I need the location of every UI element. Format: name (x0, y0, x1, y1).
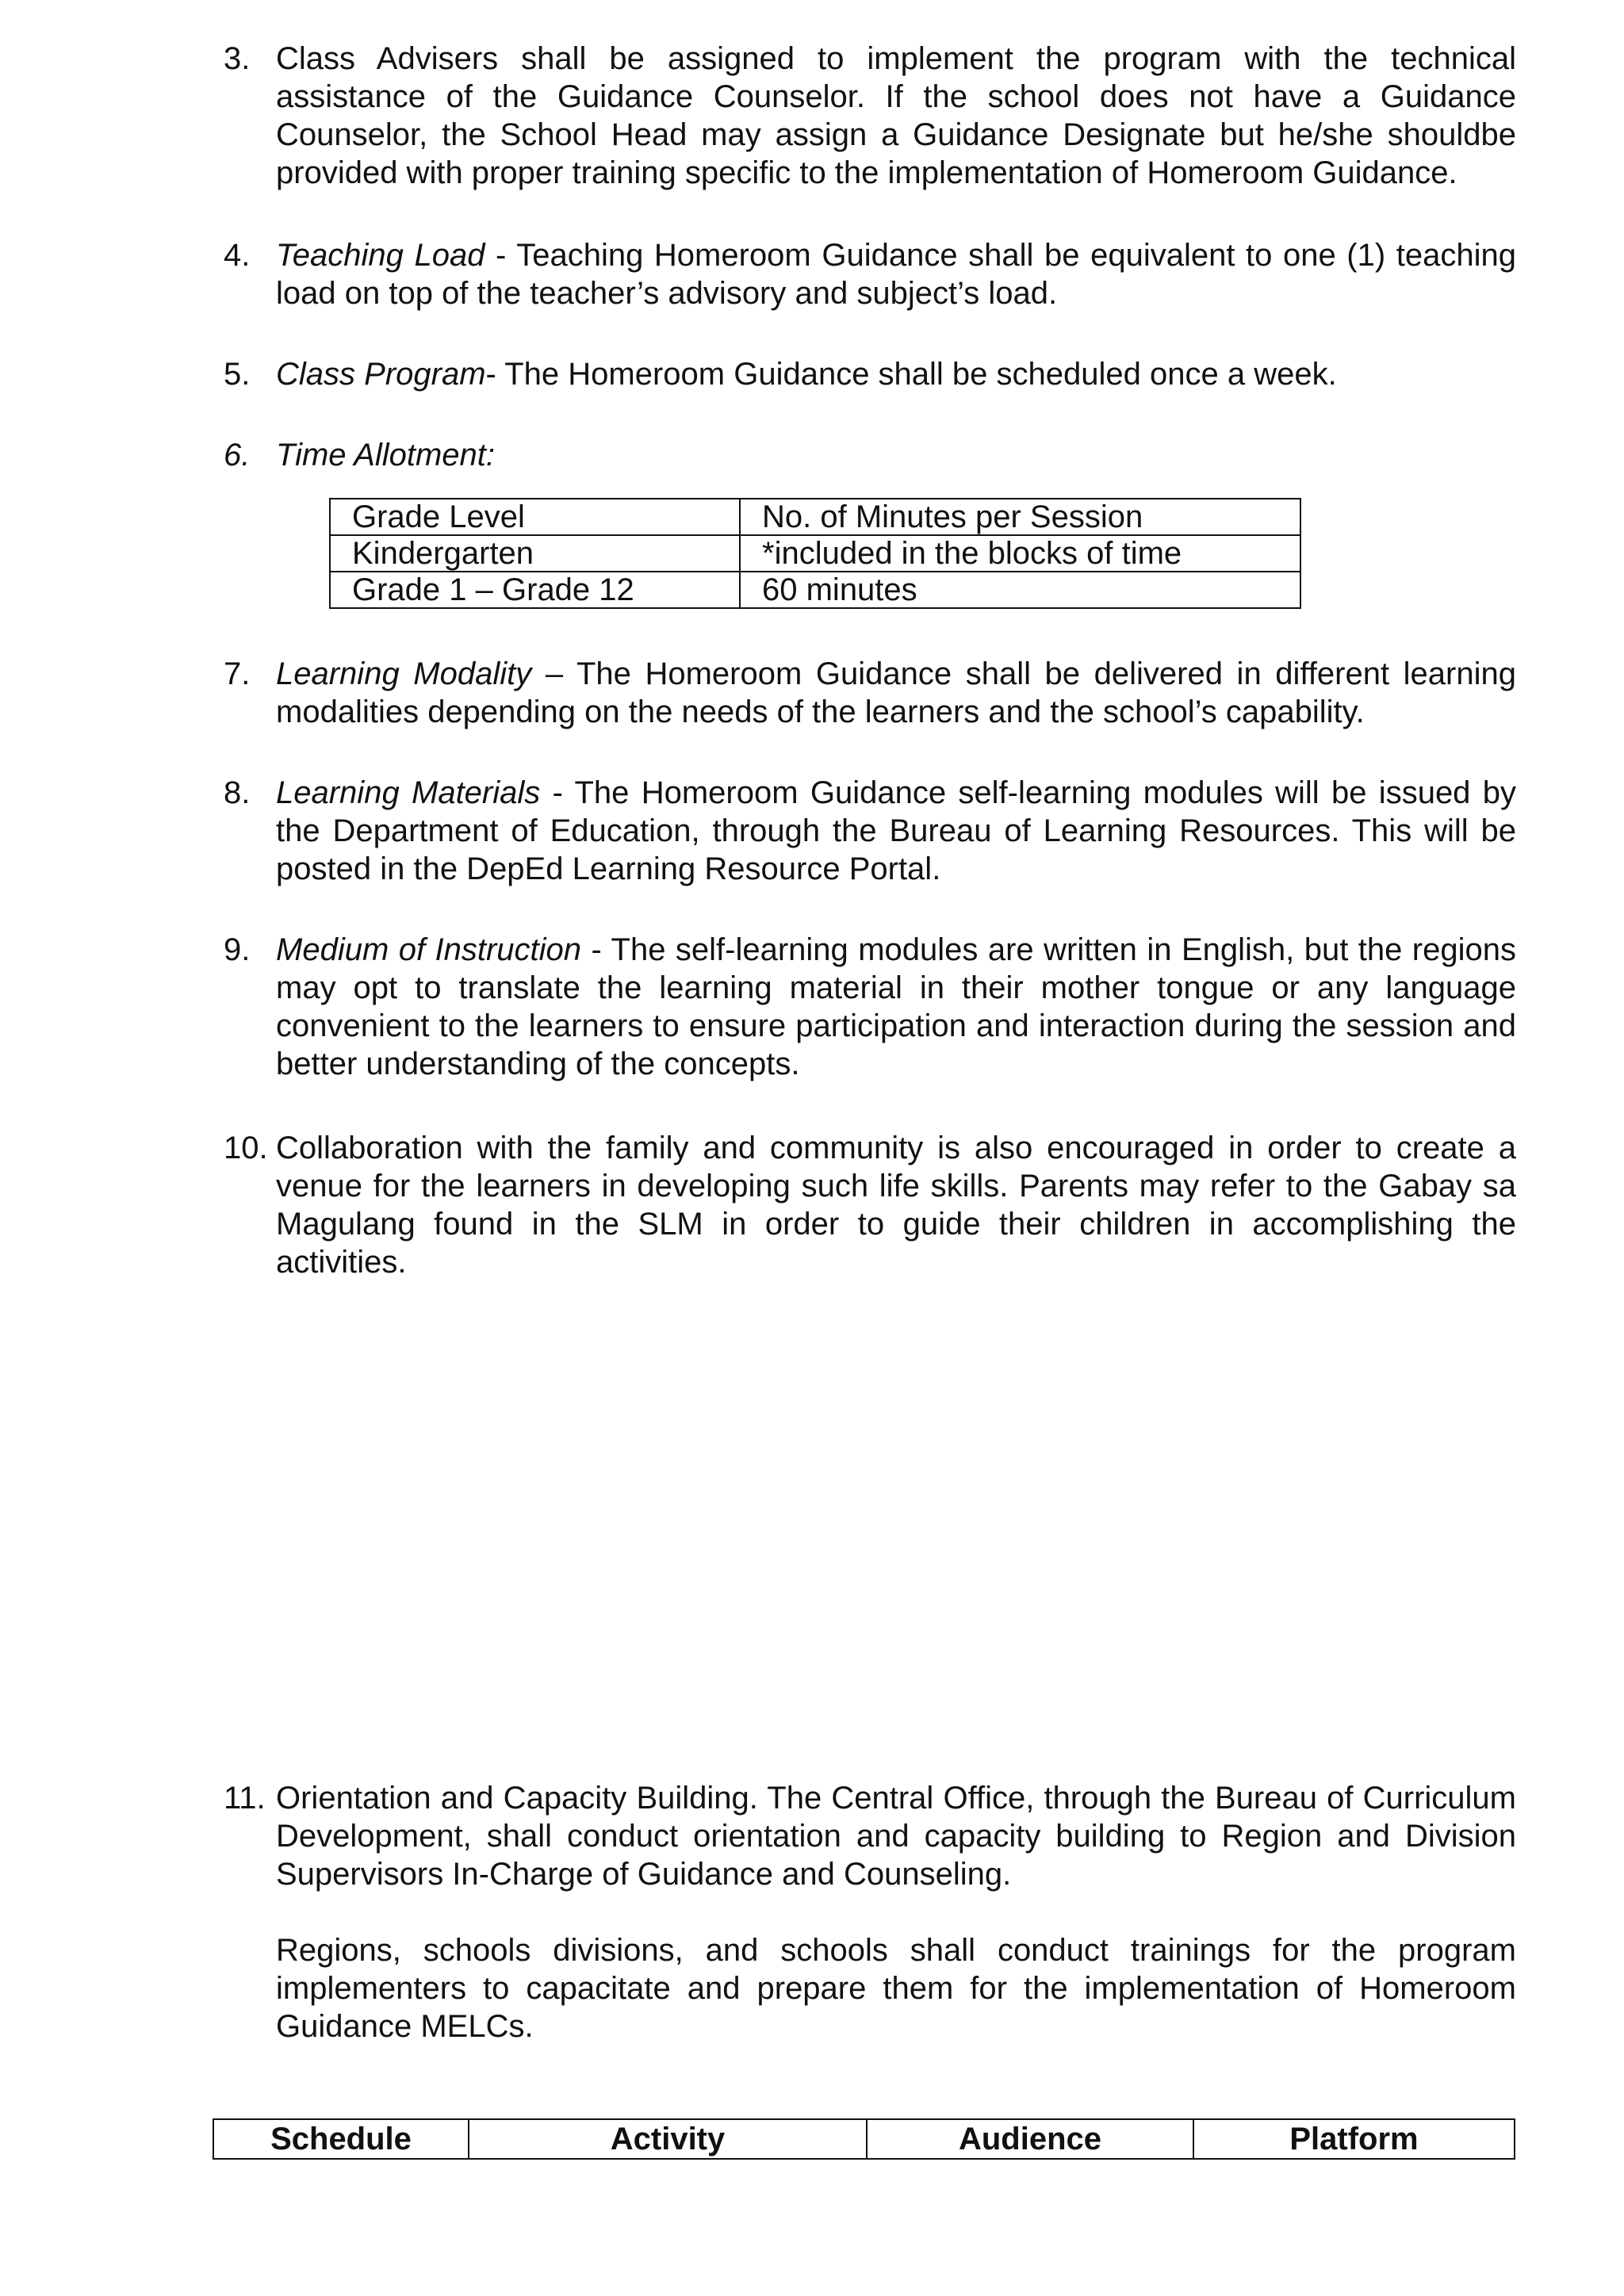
table-header-row (330, 499, 1300, 535)
time-allotment-table (329, 498, 1301, 609)
list-item-4 (224, 236, 1516, 312)
item-number: 8. (224, 775, 251, 810)
list-item-10 (224, 1129, 1516, 1281)
table-cell: 60 minutes (740, 572, 1300, 608)
list-item-7 (224, 655, 1516, 731)
item-body (276, 655, 1516, 731)
item-body (276, 774, 1516, 888)
item-text-2: Regions, schools divisions, and schools shall conduct trainings for the program implementers to capacitate and prepare them for the implementation of Homeroom Guidance MELCs. (276, 1933, 1516, 2044)
item-number: 3. (224, 41, 251, 76)
table-row (330, 535, 1300, 572)
item-text: - The self-learning modules are written in English, but the regions may opt to translate the learning material in their mother tongue or any language convenient to the learners to ensure participation and interaction during the session and better understanding of the concepts. (276, 932, 1516, 1081)
list-item-9 (224, 931, 1516, 1083)
item-text: Orientation and Capacity Building. The Central Office, through the Bureau of Curriculum Development, shall conduct orientation and capacity building to Region and Division Supervisors In-Charge of Guidance and Counseling. (276, 1781, 1516, 1892)
item-lead: Medium of Instruction (276, 932, 582, 967)
table-header-cell: Grade Level (330, 499, 740, 535)
table-cell: *included in the blocks of time (740, 535, 1300, 572)
list-item-11 (224, 1779, 1516, 2045)
item-number: 10. (224, 1131, 268, 1165)
table-header-cell: Audience (867, 2119, 1193, 2159)
item-number: 5. (224, 357, 251, 392)
item-text: - The Homeroom Guidance self-learning modules will be issued by the Department of Education, through the Bureau of Learning Resources. This will be posted in the DepEd Learning Resource Portal. (276, 775, 1516, 886)
item-number: 11. (224, 1781, 266, 1816)
list-item-8 (224, 774, 1516, 888)
item-number: 7. (224, 656, 251, 691)
table-header-cell: Activity (469, 2119, 867, 2159)
list-item-3 (224, 40, 1516, 192)
table-header-cell: Platform (1193, 2119, 1515, 2159)
item-text: Class Advisers shall be assigned to implement the program with the technical assistance of the Guidance Counselor. If the school does not have a Guidance Counselor, the School Head may assign a Guidance Designate but he/she shouldbe provided with proper training specific to the implementation of Homeroom Guidance. (276, 41, 1516, 190)
item-text: - Teaching Homeroom Guidance shall be equivalent to one (1) teaching load on top of the teacher’s advisory and subject’s load. (276, 238, 1516, 311)
item-lead: Class Program (276, 357, 486, 392)
item-lead: Learning Modality (276, 656, 532, 691)
item-body (276, 355, 1516, 393)
item-body (276, 931, 1516, 1083)
item-lead: Teaching Load (276, 238, 485, 273)
item-text: – The Homeroom Guidance shall be delivered in different learning modalities depending on the needs of the learners and the school’s capability. (276, 656, 1516, 729)
item-text: Collaboration with the family and community is also encouraged in order to create a venue for the learners in developing such life skills. Parents may refer to the Gabay sa Magulang found in the SLM in order to guide their children in accomplishing the activities. (276, 1131, 1516, 1280)
table-row (330, 572, 1300, 608)
table-header-cell: No. of Minutes per Session (740, 499, 1300, 535)
item-lead: Learning Materials (276, 775, 541, 810)
item-body (276, 236, 1516, 312)
table-header-row (213, 2119, 1515, 2159)
list-item-5 (224, 355, 1516, 393)
item-number: 9. (224, 932, 251, 967)
schedule-table (213, 2118, 1515, 2160)
item-text: - The Homeroom Guidance shall be scheduled once a week. (485, 357, 1337, 392)
item-body (276, 436, 1516, 474)
table-cell: Grade 1 – Grade 12 (330, 572, 740, 608)
item-number: 4. (224, 238, 251, 273)
item-lead: Time Allotment: (276, 438, 496, 473)
item-body (276, 40, 1516, 192)
item-body (276, 1779, 1516, 2045)
item-number: 6. (224, 438, 251, 473)
table-cell: Kindergarten (330, 535, 740, 572)
list-item-6 (224, 436, 1516, 474)
table-header-cell: Schedule (213, 2119, 469, 2159)
item-body (276, 1129, 1516, 1281)
